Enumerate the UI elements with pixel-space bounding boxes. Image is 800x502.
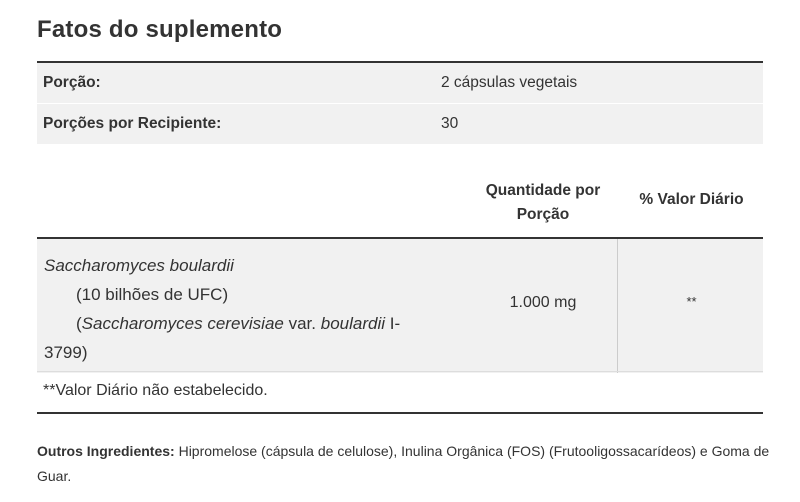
nutrient-name: Saccharomyces boulardii [44, 256, 234, 275]
strain-species: Saccharomyces cerevisiae [81, 314, 284, 333]
nutrient-daily-value: ** [686, 294, 697, 309]
nutrient-row [37, 237, 763, 373]
other-ingredients-label: Outros Ingredientes: [37, 443, 175, 459]
strain-var: var. [283, 314, 321, 333]
serving-info-table [37, 61, 763, 145]
amount-header-line1: Quantidade por [485, 182, 601, 199]
nutrient-amount: 1.000 mg [509, 294, 577, 311]
nutrient-strain [44, 309, 456, 338]
footnote-row [37, 371, 763, 414]
serving-size-row [37, 63, 763, 104]
strain-code-start: I- [385, 314, 401, 333]
other-ingredients [37, 439, 772, 489]
servings-per-container-value: 30 [441, 115, 459, 132]
strain-variety: boulardii [320, 314, 385, 333]
column-divider [617, 239, 618, 373]
nutrient-cfu: (10 bilhões de UFC) [76, 285, 229, 304]
nutrient-name-cell [44, 251, 456, 367]
servings-per-container-row [37, 104, 763, 145]
strain-open-paren: ( [76, 314, 82, 333]
servings-per-container-label: Porções por Recipiente: [43, 115, 222, 132]
serving-size-value: 2 cápsulas vegetais [441, 74, 578, 91]
footnote-text: **Valor Diário não estabelecido. [43, 382, 268, 399]
amount-per-serving-header [473, 179, 613, 227]
serving-size-label: Porção: [43, 74, 101, 91]
other-ingredients-text: Hipromelose (cápsula de celulose), Inulina Orgânica (FOS) (Frutooligossacarídeos) e Goma de Guar. [37, 443, 770, 484]
strain-code-end: 3799) [44, 343, 88, 362]
nutrient-table-header [37, 175, 763, 237]
daily-value-header: % Valor Diário [639, 191, 744, 208]
page-title: Fatos do suplemento [37, 16, 283, 43]
amount-header-line2: Porção [516, 206, 570, 223]
